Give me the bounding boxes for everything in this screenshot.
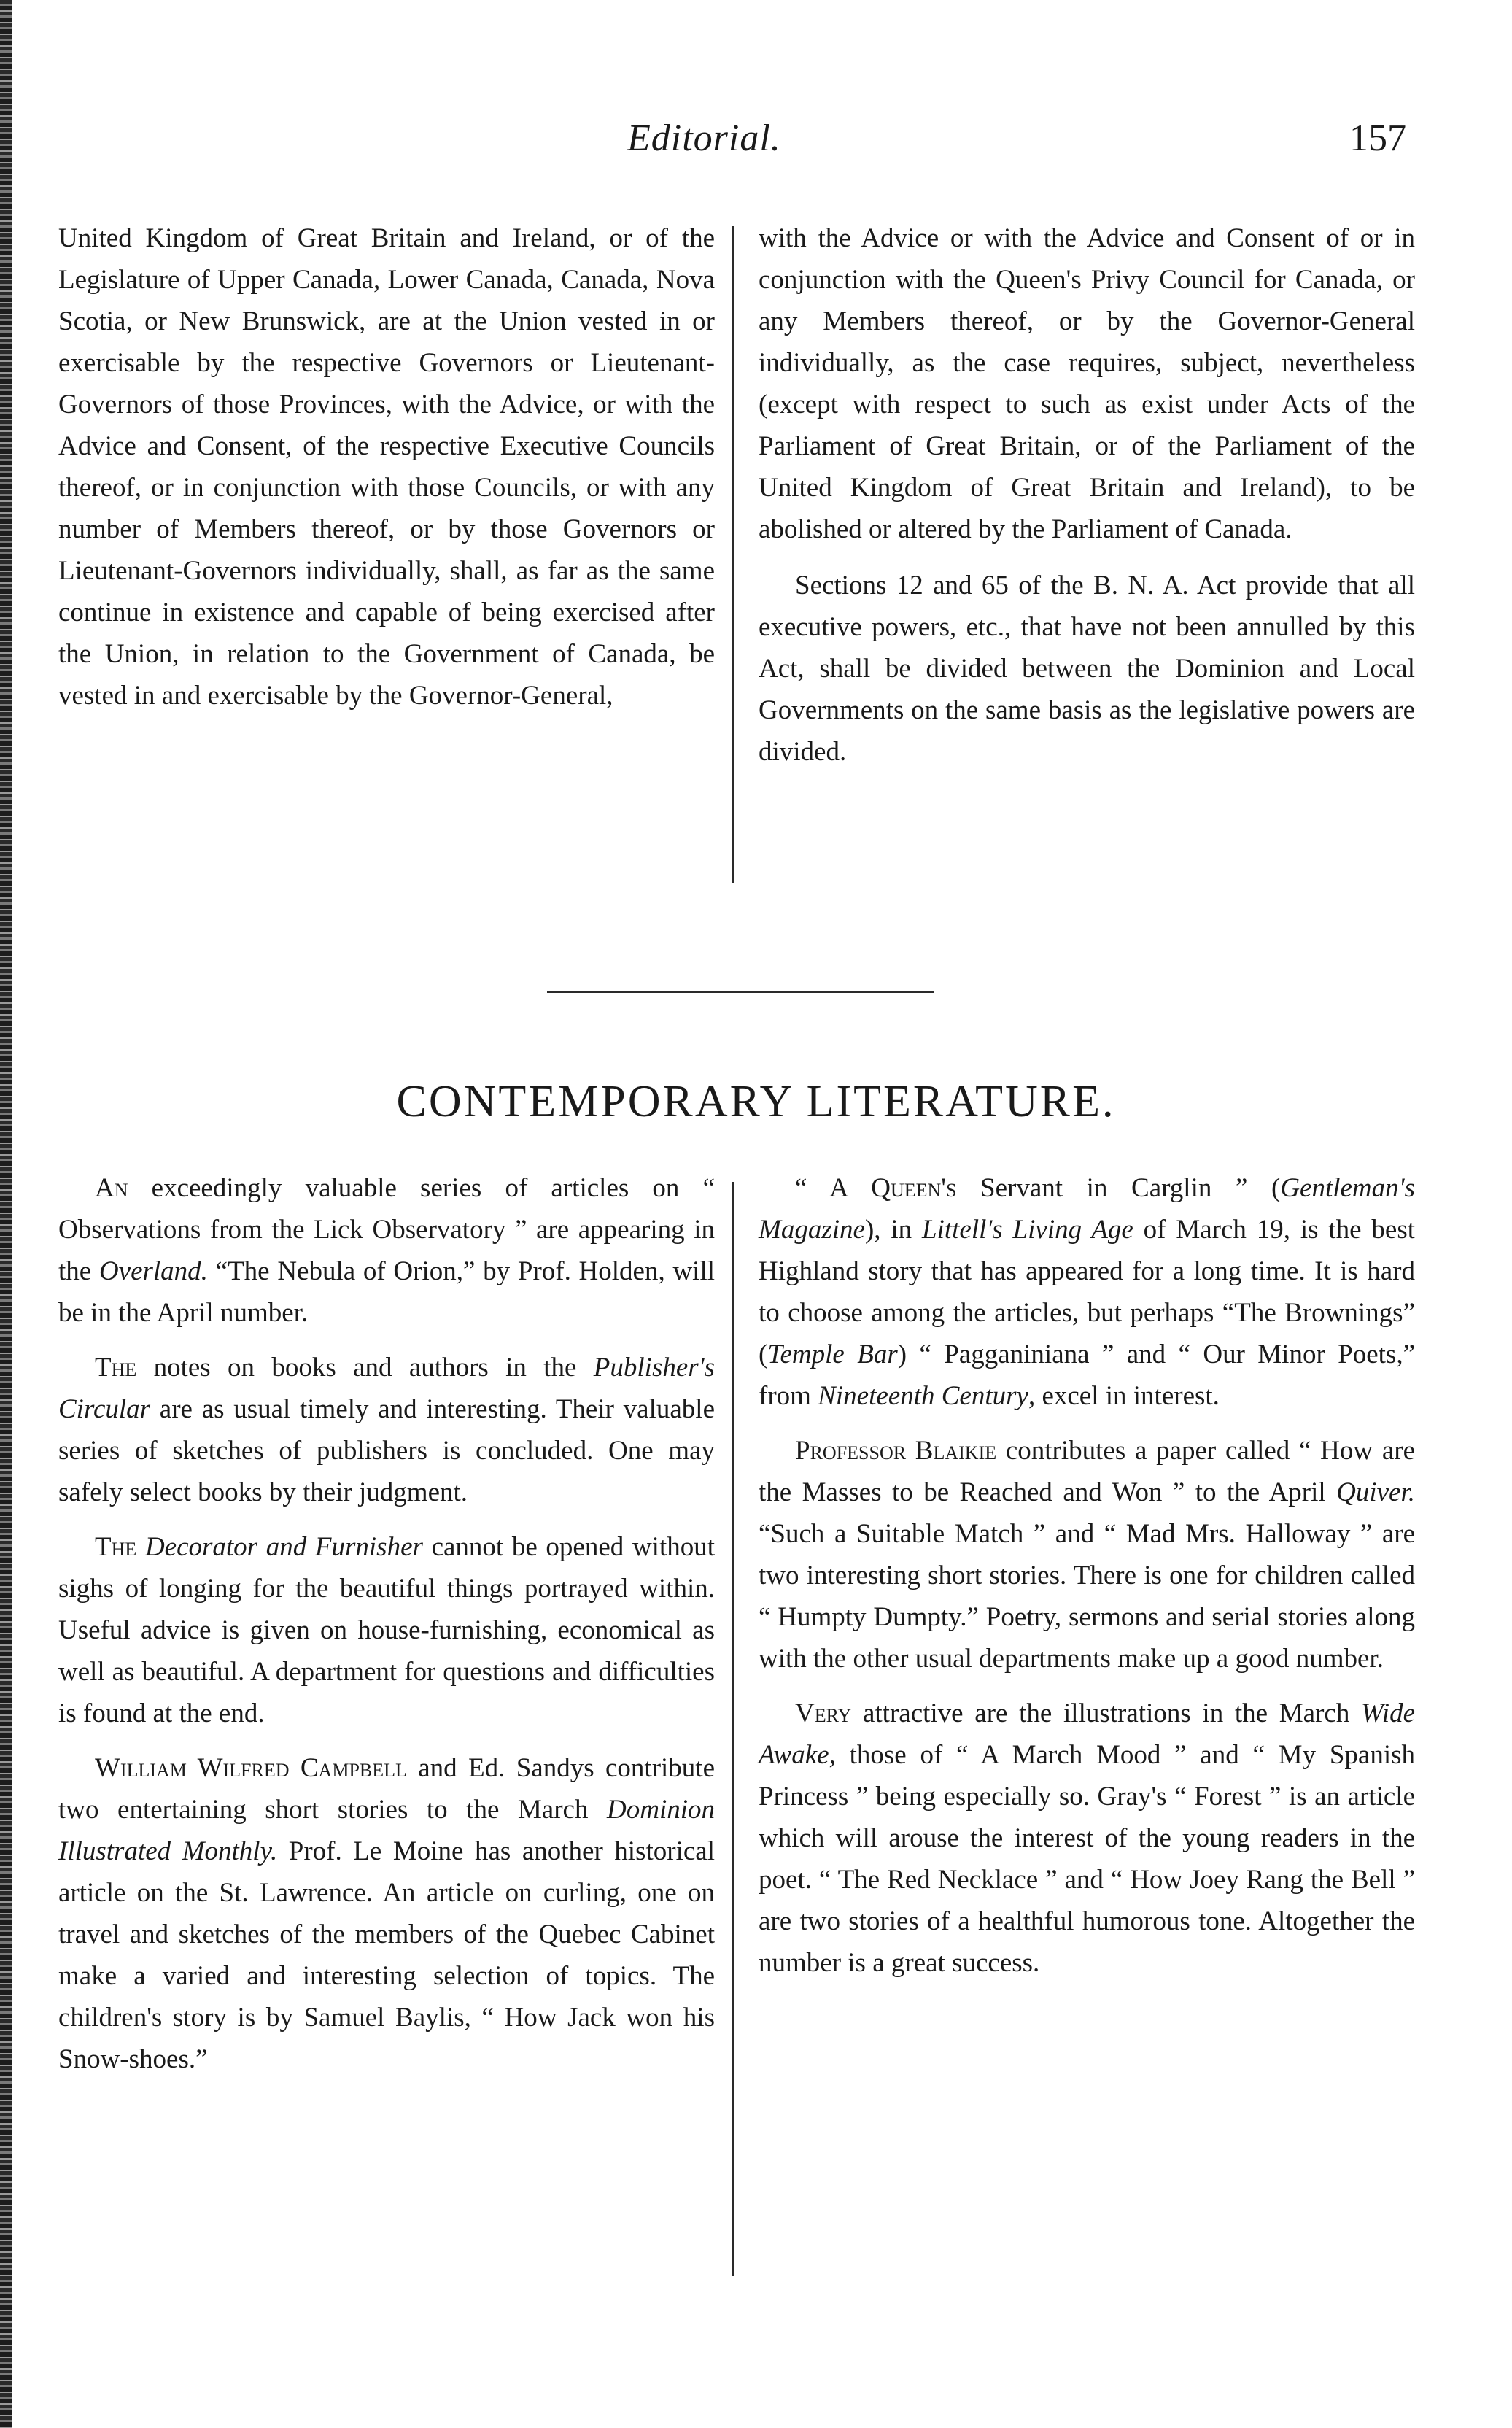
- lead-words: William Wilfred Campbell: [95, 1753, 407, 1783]
- literature-paragraph: “ A Queen's Servant in Carglin ” (Gentleman's Magazine), in Littell's Living Age of March 19, is the best Highland story that has appeared for a long time. It is hard to choose among the articles, but perhaps “The Brownings” (Temple Bar) “ Pagganiniana ” and “ Our Minor Poets,” from Nineteenth Century, excel in interest.: [759, 1173, 1415, 1411]
- publication-title: Decorator and Furnisher: [144, 1532, 423, 1562]
- editorial-left-paragraph: United Kingdom of Great Britain and Ireland, or of the Legislature of Upper Canada, Lower Canada, Canada, Nova Scotia, or New Brunswick, are at the Union vested in or exercisable by the respective Governors or Lieutenant-Governors of those Provinces, with the Advice, or with the Advice and Consent, of the respective Executive Councils thereof, or in conjunction with those Councils, or with any number of Members thereof, or by those Governors or Lieutenant-Governors individually, shall, as far as the same continue in existence and capable of being exercised after the Union, in relation to the Government of Canada, be vested in and exercisable by the Governor-General,: [58, 223, 715, 711]
- literature-paragraph: Very attractive are the illustrations in the March Wide Awake, those of “ A March Mood ” and “ My Spanish Princess ” being especially so. Gray's “ Forest ” is an article which will arouse the interest of the young readers in the poet. “ The Red Necklace ” and “ How Joey Rang the Bell ” are two stories of a healthful humorous tone. Altogether the number is a great success.: [759, 1698, 1415, 1978]
- lead-words: The: [95, 1532, 137, 1562]
- lead-words: An: [95, 1173, 128, 1203]
- publication-title: Publisher's Circular: [58, 1353, 715, 1424]
- literature-paragraph: William Wilfred Campbell and Ed. Sandys contribute two entertaining short stories to the March Dominion Illustrated Monthly. Prof. Le Moine has another historical article on the St. Lawrence. An article on curling, one on travel and sketches of the members of the Quebec Cabinet make a varied and interesting selection of topics. The children's story is by Samuel Baylis, “ How Jack won his Snow-shoes.”: [58, 1753, 715, 2074]
- publication-title: Littell's Living Age: [921, 1215, 1133, 1245]
- publication-title: Nineteenth Century: [818, 1381, 1028, 1411]
- literature-paragraph: An exceedingly valuable series of articles on “ Observations from the Lick Observatory ” are appearing in the Overland. “The Nebula of Orion,” by Prof. Holden, will be in the April number.: [58, 1173, 716, 1328]
- section-separator-rule: [547, 991, 934, 993]
- publication-title: Dominion Illustrated Monthly.: [58, 1795, 715, 1866]
- publication-title: Wide Awake,: [759, 1698, 1415, 1770]
- lead-words: Very: [795, 1698, 852, 1728]
- publication-title: Quiver.: [1336, 1477, 1415, 1507]
- book-spine-edge: [0, 0, 12, 2428]
- column-divider: [732, 1182, 734, 2276]
- literature-paragraph: The Decorator and Furnisher cannot be opened without sighs of longing for the beautiful things portrayed within. Useful advice is given on house-furnishing, economical as well as beautiful. A department for questions and difficulties is found at the end.: [58, 1532, 716, 1728]
- running-head: Editorial.: [627, 117, 781, 159]
- literature-right-column: [759, 1167, 1415, 1997]
- publication-title: Overland.: [98, 1256, 208, 1286]
- lead-words: The: [95, 1353, 137, 1383]
- literature-paragraph: The notes on books and authors in the Publisher's Circular are as usual timely and interesting. Their valuable series of sketches of publishers is concluded. One may safely select books by their judgment.: [58, 1353, 715, 1507]
- page-number: 157: [1349, 117, 1406, 159]
- editorial-right-column: [759, 217, 1415, 787]
- column-divider: [732, 226, 734, 883]
- publication-title: Temple Bar: [767, 1339, 898, 1369]
- lead-words: Professor Blaikie: [795, 1436, 997, 1466]
- editorial-right-paragraph-2: Sections 12 and 65 of the B. N. A. Act provide that all executive powers, etc., that have not been annulled by this Act, shall be divided between the Dominion and Local Governments on the same basis as the legislative powers are divided.: [759, 571, 1415, 767]
- publication-title: Gentleman's Magazine: [759, 1173, 1415, 1245]
- literature-paragraph: Professor Blaikie contributes a paper called “ How are the Masses to be Reached and Won ” to the April Quiver. “Such a Suitable Match ” and “ Mad Mrs. Halloway ” are two interesting short stories. There is one for children called “ Humpty Dumpty.” Poetry, sermons and serial stories along with the other usual departments make up a good number.: [759, 1436, 1415, 1674]
- editorial-left-column: [58, 217, 715, 731]
- editorial-right-paragraph: with the Advice or with the Advice and Consent of or in conjunction with the Queen's Privy Council for Canada, or any Members thereof, or by the Governor-General individually, as the case requires, subject, nevertheless (except with respect to such as exist under Acts of the Parliament of Great Britain, or of the Parliament of the United Kingdom of Great Britain and Ireland), to be abolished or altered by the Parliament of Canada.: [759, 223, 1415, 544]
- literature-left-column: [58, 1167, 715, 2093]
- section-heading: CONTEMPORARY LITERATURE.: [396, 1077, 1116, 1126]
